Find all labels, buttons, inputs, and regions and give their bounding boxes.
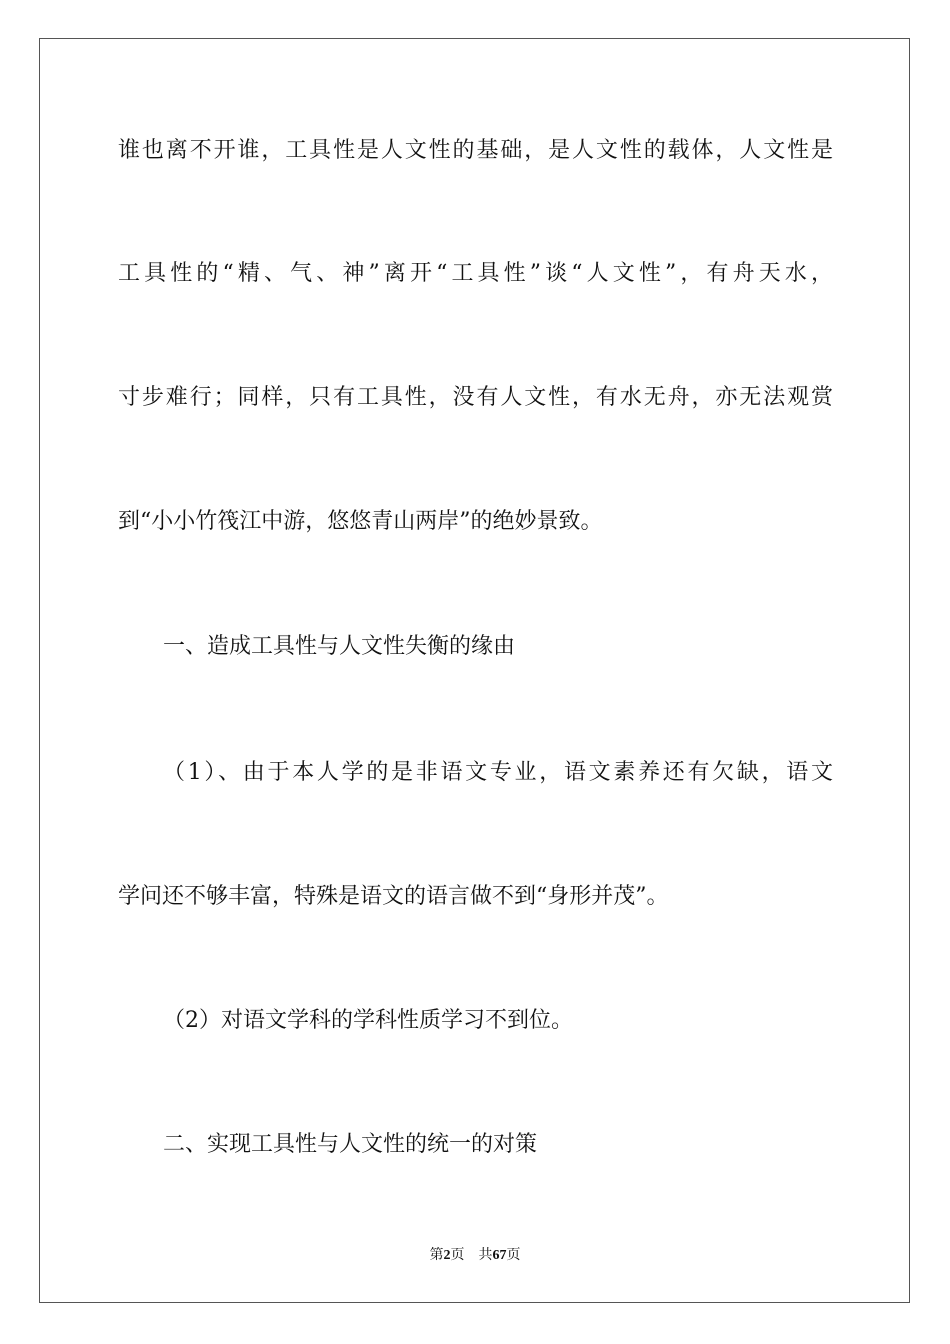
footer-page-prefix: 第 [429, 1248, 444, 1263]
body-line-7: （2）对语文学科的学科性质学习不到位。 [163, 1008, 573, 1033]
body-line-1: 谁也离不开谁，工具性是人文性的基础，是人文性的载体，人文性是 [118, 138, 833, 163]
body-line-3: 寸步难行；同样，只有工具性，没有人文性，有水无舟，亦无法观赏 [118, 385, 833, 410]
footer-total-suffix: 页 [506, 1248, 521, 1263]
footer-page-suffix: 页 [450, 1248, 465, 1263]
footer-page-number: 2 [443, 1248, 451, 1263]
body-line-5: （1）、由于本人学的是非语文专业，语文素养还有欠缺，语文 [163, 760, 833, 785]
body-line-6: 学问还不够丰富，特殊是语文的语言做不到“身形并茂”。 [118, 884, 669, 909]
section-heading-1: 一、造成工具性与人文性失衡的缘由 [163, 634, 516, 659]
section-heading-2: 二、实现工具性与人文性的统一的对策 [163, 1132, 538, 1157]
body-line-4: 到“小小竹筏江中游，悠悠青山两岸”的绝妙景致。 [118, 509, 603, 534]
page-border [39, 38, 910, 1303]
page-footer [0, 1246, 950, 1266]
footer-total-prefix: 共 [478, 1248, 493, 1263]
footer-total-pages: 67 [492, 1248, 507, 1263]
body-line-2: 工具性的“精、气、神”离开“工具性”谈“人文性”，有舟天水， [118, 261, 833, 286]
